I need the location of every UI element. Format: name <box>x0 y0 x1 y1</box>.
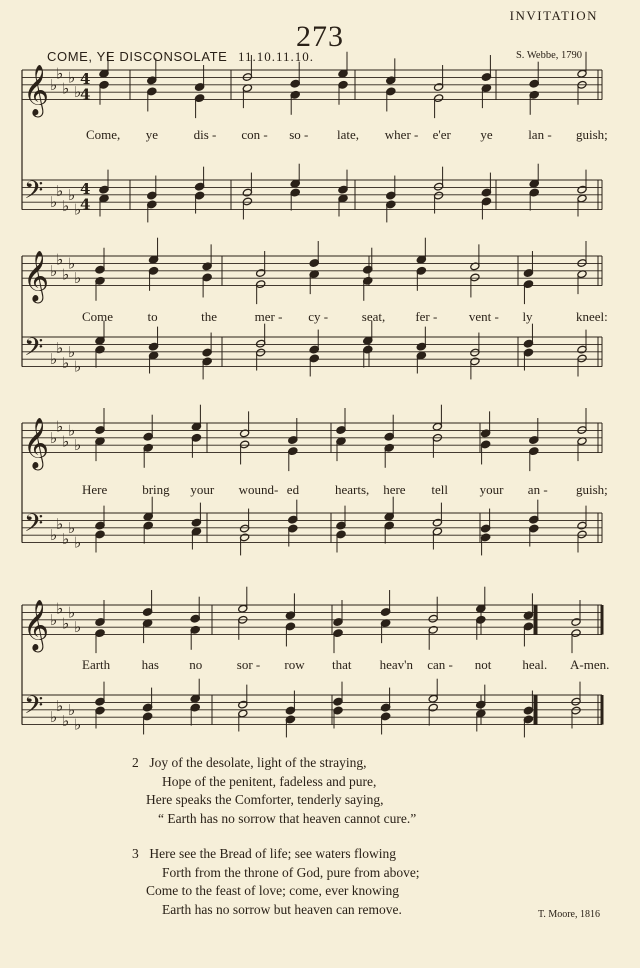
lyric-syllable: ed <box>286 482 300 497</box>
flat-sign-icon: ♭ <box>50 708 58 727</box>
flat-sign-icon: ♭ <box>74 269 82 288</box>
bass-clef-icon: 𝄢 <box>24 176 44 212</box>
flat-sign-icon: ♭ <box>56 64 64 83</box>
lyric-syllable: fer - <box>415 309 438 324</box>
time-signature-bottom: 4 <box>80 85 91 104</box>
stanza-number: 3 <box>132 845 139 861</box>
stanza-text: Here see the Bread of life; see waters flowing <box>149 845 397 861</box>
lyric-syllable: wher - <box>384 127 419 142</box>
lyric-syllable: dis - <box>193 127 217 142</box>
lyric-syllable: no <box>189 657 203 672</box>
lyric-syllable: ye <box>480 127 493 142</box>
flat-sign-icon: ♭ <box>74 83 82 102</box>
flat-sign-icon: ♭ <box>62 79 70 98</box>
flat-sign-icon: ♭ <box>56 599 64 618</box>
lyric-line-2 <box>0 309 640 327</box>
treble-clef-icon: 𝄞 <box>23 599 50 651</box>
flat-sign-icon: ♭ <box>68 603 76 622</box>
lyric-syllable: row <box>284 657 305 672</box>
composer: S. Webbe, 1790 <box>515 50 582 61</box>
stanza-3 <box>132 845 420 920</box>
author-credit: T. Moore, 1816 <box>537 909 600 920</box>
flat-sign-icon: ♭ <box>56 515 64 534</box>
lyric-syllable: heal. <box>522 657 548 672</box>
lyric-syllable: kneel: <box>576 309 608 324</box>
meter: 11.10.11.10. <box>238 49 315 64</box>
time-signature-bottom: 4 <box>80 195 91 214</box>
flat-sign-icon: ♭ <box>62 265 70 284</box>
flat-sign-icon: ♭ <box>56 182 64 201</box>
flat-sign-icon: ♭ <box>50 610 58 629</box>
treble-clef-icon: 𝄞 <box>23 64 50 116</box>
hymn-number: 273 <box>296 20 344 53</box>
lyric-syllable: so - <box>289 127 309 142</box>
lyric-syllable: e'er <box>432 127 451 142</box>
flat-sign-icon: ♭ <box>62 614 70 633</box>
lyric-syllable: mer - <box>254 309 283 324</box>
lyric-syllable: heav'n <box>379 657 413 672</box>
lyric-syllable: cy - <box>308 309 329 324</box>
stanza-text: Hope of the penitent, fadeless and pure, <box>162 773 377 789</box>
lyric-syllable: guish; <box>576 482 608 497</box>
flat-sign-icon: ♭ <box>74 200 82 219</box>
flat-sign-icon: ♭ <box>62 196 70 215</box>
lyric-syllable: can - <box>427 657 453 672</box>
stanza-line <box>132 901 420 920</box>
lyric-line-3 <box>0 482 640 500</box>
lyric-syllable: guish; <box>576 127 608 142</box>
lyric-syllable: seat, <box>361 309 386 324</box>
flat-sign-icon: ♭ <box>74 618 82 637</box>
flat-sign-icon: ♭ <box>68 342 76 361</box>
flat-sign-icon: ♭ <box>62 432 70 451</box>
lyric-syllable: has <box>141 657 159 672</box>
stanza-line <box>132 791 420 810</box>
additional-stanzas <box>132 754 420 936</box>
flat-sign-icon: ♭ <box>68 700 76 719</box>
lyric-syllable: Come <box>82 309 114 324</box>
bass-clef-icon: 𝄢 <box>24 509 44 545</box>
lyric-syllable: the <box>201 309 217 324</box>
lyric-syllable: your <box>190 482 215 497</box>
flat-sign-icon: ♭ <box>74 715 82 734</box>
flat-sign-icon: ♭ <box>68 421 76 440</box>
flat-sign-icon: ♭ <box>68 185 76 204</box>
lyric-syllable: here <box>383 482 406 497</box>
stanza-2 <box>132 754 420 829</box>
flat-sign-icon: ♭ <box>68 68 76 87</box>
stanza-line <box>132 754 420 773</box>
time-signature-top: 4 <box>80 69 91 88</box>
time-signature-top: 4 <box>80 179 91 198</box>
flat-sign-icon: ♭ <box>62 353 70 372</box>
stanza-line <box>132 773 420 792</box>
stanza-text: “ Earth has no sorrow that heaven cannot cure.” <box>158 811 417 827</box>
lyric-syllable: that <box>332 657 352 672</box>
lyric-syllable: to <box>147 309 158 324</box>
stanza-text: Joy of the desolate, light of the straying, <box>149 755 367 770</box>
flat-sign-icon: ♭ <box>74 533 82 552</box>
tune-name: COME, YE DISCONSOLATE <box>47 49 228 64</box>
lyric-syllable: Earth <box>82 657 111 672</box>
flat-sign-icon: ♭ <box>68 254 76 273</box>
stanza-line <box>132 882 420 901</box>
lyric-syllable: bring <box>142 482 170 497</box>
flat-sign-icon: ♭ <box>50 75 58 94</box>
stanza-line <box>132 864 420 883</box>
flat-sign-icon: ♭ <box>56 250 64 269</box>
flat-sign-icon: ♭ <box>56 339 64 358</box>
flat-sign-icon: ♭ <box>62 529 70 548</box>
flat-sign-icon: ♭ <box>56 697 64 716</box>
flat-sign-icon: ♭ <box>74 436 82 455</box>
stanza-text: Here speaks the Comforter, tenderly saying, <box>146 792 384 808</box>
stanza-line <box>132 810 420 829</box>
hymn-category: INVITATION <box>509 8 598 23</box>
lyric-syllable: hearts, <box>335 482 370 497</box>
lyric-syllable: lan - <box>528 127 552 142</box>
treble-clef-icon: 𝄞 <box>23 417 50 469</box>
bass-clef-icon: 𝄢 <box>24 691 44 727</box>
lyric-syllable: tell <box>431 482 448 497</box>
lyric-syllable: ye <box>145 127 159 142</box>
treble-clef-icon: 𝄞 <box>23 250 50 302</box>
stanza-text: Forth from the throne of God, pure from above; <box>162 864 420 880</box>
flat-sign-icon: ♭ <box>50 193 58 212</box>
lyric-syllable: your <box>479 482 504 497</box>
lyric-line-1 <box>0 127 640 145</box>
stanza-number: 2 <box>132 755 139 770</box>
lyric-syllable: wound- <box>238 482 279 497</box>
flat-sign-icon: ♭ <box>68 518 76 537</box>
stanza-text: Come to the feast of love; come, ever knowing <box>146 883 400 899</box>
lyric-syllable: Come, <box>86 127 121 142</box>
lyric-syllable: sor - <box>236 657 261 672</box>
lyric-syllable: A-men. <box>570 657 610 672</box>
flat-sign-icon: ♭ <box>56 417 64 436</box>
flat-sign-icon: ♭ <box>74 357 82 376</box>
lyric-syllable: vent - <box>468 309 499 324</box>
lyric-syllable: Here <box>82 482 108 497</box>
lyric-syllable: an - <box>527 482 548 497</box>
lyric-syllable: ly <box>522 309 533 324</box>
lyric-syllable: not <box>474 657 492 672</box>
bass-clef-icon: 𝄢 <box>24 333 44 369</box>
flat-sign-icon: ♭ <box>50 261 58 280</box>
flat-sign-icon: ♭ <box>62 711 70 730</box>
lyric-line-4 <box>0 657 640 675</box>
flat-sign-icon: ♭ <box>50 428 58 447</box>
flat-sign-icon: ♭ <box>50 526 58 545</box>
lyric-syllable: con - <box>241 127 268 142</box>
stanza-text: Earth has no sorrow but heaven can remove. <box>162 901 402 917</box>
stanza-line <box>132 845 420 864</box>
lyric-syllable: late, <box>337 127 360 142</box>
flat-sign-icon: ♭ <box>50 350 58 369</box>
